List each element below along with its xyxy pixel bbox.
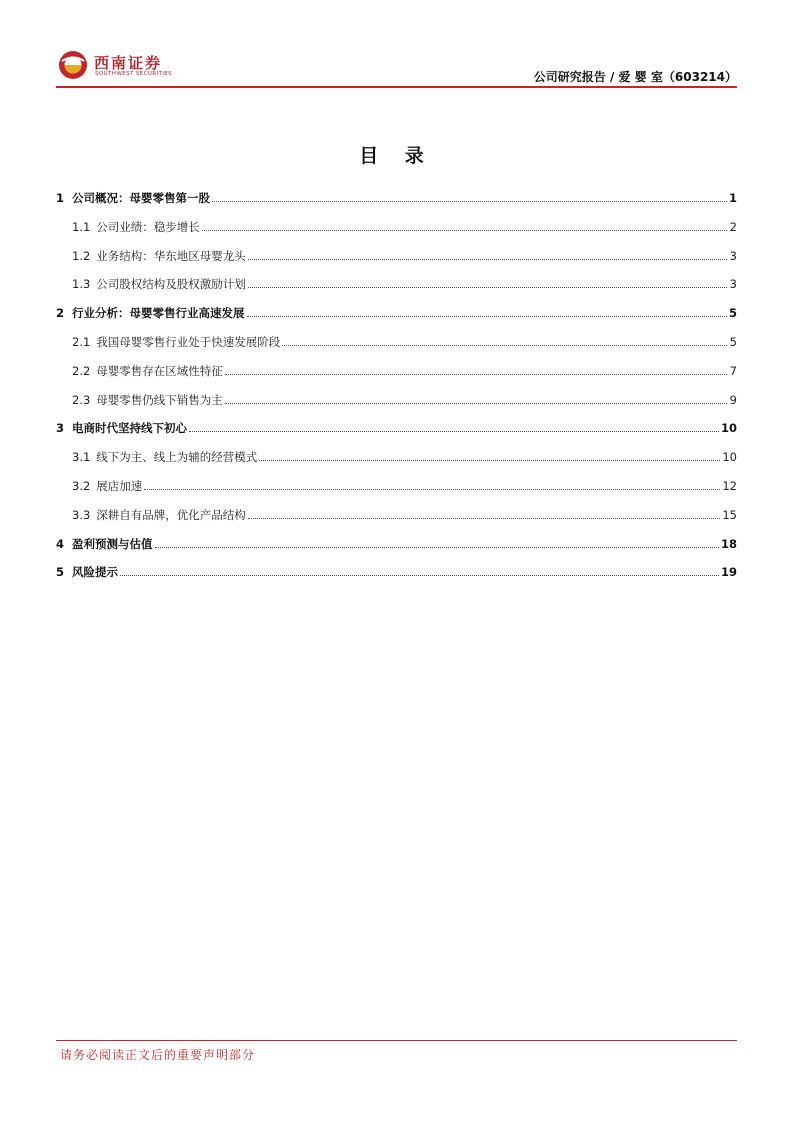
toc-dot-leader bbox=[225, 374, 727, 375]
logo-icon bbox=[58, 50, 88, 80]
company-logo bbox=[58, 50, 173, 84]
toc-entry-number: 1.1 bbox=[72, 219, 91, 234]
toc-dot-leader bbox=[225, 403, 727, 404]
toc-entry-number: 3.1 bbox=[72, 450, 91, 465]
toc-entry-number: 3 bbox=[56, 421, 65, 436]
toc-entry-title: 母婴零售仍线下销售为主 bbox=[96, 392, 223, 407]
toc-entry[interactable] bbox=[56, 386, 737, 408]
toc-entry-title: 深耕自有品牌，优化产品结构 bbox=[96, 507, 246, 522]
toc-entry-title: 展店加速 bbox=[96, 479, 143, 493]
toc-dot-leader bbox=[282, 345, 727, 346]
toc-entry-number: 1 bbox=[56, 191, 65, 205]
toc-entry-number: 3.3 bbox=[72, 507, 91, 522]
toc-entry[interactable] bbox=[56, 184, 737, 206]
toc-entry-number: 1.2 bbox=[72, 248, 91, 263]
toc-entry-page-number: 7 bbox=[729, 363, 737, 378]
toc-entry-number: 4 bbox=[56, 536, 65, 551]
footer-disclaimer-note: 请务必阅读正文后的重要声明部分 bbox=[60, 1048, 256, 1062]
toc-entry-title: 线下为主、线上为辅的经营模式 bbox=[96, 450, 258, 465]
toc-entry-number: 5 bbox=[56, 565, 65, 580]
toc-entry-page-number: 15 bbox=[722, 507, 737, 522]
toc-entry-title: 行业分析：母婴零售行业高速发展 bbox=[72, 306, 245, 321]
toc-entry-title: 电商时代坚持线下初心 bbox=[72, 421, 187, 436]
toc-entry-title: 业务结构：华东地区母婴龙头 bbox=[96, 248, 246, 263]
toc-entry-page-number: 10 bbox=[722, 450, 737, 465]
toc-entry-title: 公司业绩：稳步增长 bbox=[96, 219, 200, 234]
toc-entry[interactable] bbox=[56, 242, 737, 264]
toc-entry-title: 母婴零售存在区域性特征 bbox=[96, 363, 223, 378]
toc-dot-leader bbox=[120, 575, 719, 576]
toc-entry-page-number: 10 bbox=[720, 421, 737, 436]
toc-dot-leader bbox=[248, 287, 727, 288]
toc-entry-number: 2 bbox=[56, 306, 65, 321]
toc-dot-leader bbox=[248, 518, 721, 519]
toc-entry[interactable] bbox=[56, 501, 737, 523]
toc-entry-number: 2.2 bbox=[72, 363, 91, 378]
toc-entry[interactable] bbox=[56, 530, 737, 552]
toc-entry-title: 公司股权结构及股权激励计划 bbox=[96, 277, 246, 292]
logo-text-cn: 西南证券 bbox=[94, 54, 163, 72]
page-header bbox=[0, 0, 793, 92]
footer-divider bbox=[56, 1040, 737, 1041]
toc-dot-leader bbox=[212, 201, 727, 202]
toc-entry-page-number: 3 bbox=[729, 248, 737, 263]
toc-entry[interactable] bbox=[56, 357, 737, 379]
toc-dot-leader bbox=[189, 431, 719, 432]
toc-entry-page-number: 5 bbox=[729, 335, 737, 349]
logo-text-en: SOUTHWEST SECURITIES bbox=[95, 71, 173, 77]
header-divider bbox=[56, 86, 737, 88]
toc-entry-page-number: 3 bbox=[729, 277, 737, 292]
toc-entry-page-number: 2 bbox=[729, 219, 737, 234]
report-label: 公司研究报告 / 爱 婴 室（603214） bbox=[533, 70, 737, 84]
toc-dot-leader bbox=[248, 259, 727, 260]
toc-entry-number: 3.2 bbox=[72, 479, 91, 493]
toc-entry-title: 我国母婴零售行业处于快速发展阶段 bbox=[96, 335, 281, 349]
toc-entry-title: 公司概况：母婴零售第一股 bbox=[72, 191, 210, 205]
toc-dot-leader bbox=[155, 547, 719, 548]
toc-entry-title: 盈利预测与估值 bbox=[72, 536, 153, 551]
toc-entry[interactable] bbox=[56, 472, 737, 494]
toc-entry[interactable] bbox=[56, 443, 737, 465]
toc-entry-page-number: 19 bbox=[720, 565, 737, 580]
toc-entry-number: 1.3 bbox=[72, 277, 91, 292]
toc-dot-leader bbox=[247, 316, 727, 317]
toc-entry-title: 风险提示 bbox=[72, 565, 118, 580]
toc-title: 目 录 bbox=[359, 145, 434, 167]
toc-entry[interactable] bbox=[56, 299, 737, 321]
toc-entry-number: 2.3 bbox=[72, 392, 91, 407]
toc-dot-leader bbox=[259, 460, 720, 461]
toc-dot-leader bbox=[144, 489, 720, 490]
toc-entry[interactable] bbox=[56, 414, 737, 436]
toc-entry[interactable] bbox=[56, 328, 737, 350]
toc-entry-page-number: 9 bbox=[729, 392, 737, 407]
toc-entry[interactable] bbox=[56, 213, 737, 235]
toc-entry[interactable] bbox=[56, 558, 737, 580]
toc-entry-page-number: 5 bbox=[728, 306, 737, 321]
toc-entry-number: 2.1 bbox=[72, 335, 91, 349]
toc-entry-page-number: 12 bbox=[722, 479, 737, 493]
toc-entry-page-number: 1 bbox=[728, 191, 737, 205]
toc-dot-leader bbox=[202, 230, 727, 231]
toc-entry-page-number: 18 bbox=[720, 536, 737, 551]
toc-entry[interactable] bbox=[56, 270, 737, 292]
